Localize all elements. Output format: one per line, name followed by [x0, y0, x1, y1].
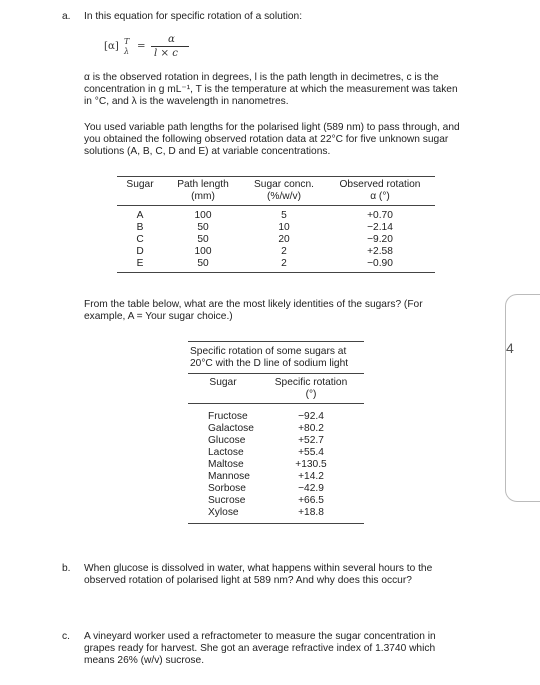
- ref-col-header-sugar: Sugar: [188, 374, 258, 404]
- fraction-bar: [151, 46, 189, 47]
- col-header-sugar: Sugar: [117, 177, 163, 206]
- formula-sub: λ: [124, 47, 130, 56]
- table-row: Galactose +80.2: [208, 423, 324, 434]
- definition-line: concentration in g mL⁻¹, T is the temperature at which the measurement was taken: [84, 84, 458, 95]
- identity-question: [84, 299, 504, 323]
- formula-numerator: α: [168, 34, 175, 45]
- table-row: Maltose +130.5: [208, 459, 327, 470]
- paragraph-line: solutions (A, B, C, D and E) at variable concentrations.: [84, 146, 331, 157]
- col-header-sugar-concn: Sugar concn. (%/w/v): [243, 177, 325, 206]
- col-header-path-length: Path length (mm): [163, 177, 243, 206]
- reference-table-caption: Specific rotation of some sugars at 20°C with the D line of sodium light: [188, 342, 364, 374]
- question-line: grapes ready for harvest. She got an average refractive index of 1.3740 which: [84, 643, 436, 654]
- question-line: From the table below, what are the most likely identities of the sugars? (For: [84, 299, 423, 310]
- page-number: 4: [506, 340, 514, 356]
- table-row: Xylose +18.8: [188, 507, 364, 524]
- question-line: example, A = Your sugar choice.): [84, 311, 233, 322]
- question-b-label: b.: [62, 563, 71, 574]
- paragraph-line: you obtained the following observed rotation data at 22°C for five unknown sugar: [84, 134, 449, 145]
- table-row: Sucrose +66.5: [208, 495, 324, 506]
- question-c-label: c.: [62, 631, 70, 642]
- question-line: observed rotation of polarised light at 589 nm? And why does this occur?: [84, 575, 412, 586]
- side-annotation-box: [505, 294, 540, 502]
- table-row: E 50 2 −0.90: [117, 258, 435, 273]
- question-line: A vineyard worker used a refractometer to measure the sugar concentration in: [84, 631, 436, 642]
- table-row: Fructose −92.4: [208, 411, 324, 422]
- formula-denominator: l × c: [154, 48, 178, 59]
- data-paragraph: [84, 122, 504, 158]
- table-row: Glucose +52.7: [208, 435, 324, 446]
- question-a-label: a.: [62, 11, 71, 22]
- formula-equals: =: [137, 41, 146, 52]
- table-row: Sorbose −42.9: [208, 483, 324, 494]
- question-c-text: [84, 631, 504, 667]
- formula-sup: T: [124, 37, 130, 46]
- question-a-intro: In this equation for specific rotation of a solution:: [84, 11, 303, 22]
- question-line: When glucose is dissolved in water, what happens within several hours to the: [84, 563, 433, 574]
- table-row: C 50 20 −9.20: [136, 234, 393, 245]
- table-row: Mannose +14.2: [208, 471, 324, 482]
- ref-col-header-specific-rotation: Specific rotation (°): [258, 374, 364, 404]
- table-row: D 100 2 +2.58: [136, 246, 393, 257]
- table-row: B 50 10 −2.14: [136, 222, 393, 233]
- question-line: means 26% (w/v) sucrose.: [84, 655, 205, 666]
- definition-paragraph: [84, 72, 504, 108]
- definition-line: in °C, and λ is the wavelength in nanometres.: [84, 96, 289, 107]
- specific-rotation-reference-table: [188, 341, 364, 524]
- observed-rotation-table: [117, 176, 435, 273]
- formula-lhs: [α]: [104, 41, 119, 52]
- definition-line: α is the observed rotation in degrees, l is the path length in decimetres, c is the: [84, 72, 439, 83]
- table-row: A 100 5 +0.70: [136, 210, 393, 221]
- question-b-text: [84, 563, 504, 587]
- paragraph-line: You used variable path lengths for the polarised light (589 nm) to pass through, and: [84, 122, 460, 133]
- table-row: Lactose +55.4: [208, 447, 324, 458]
- col-header-observed-rotation: Observed rotation α (°): [325, 177, 435, 206]
